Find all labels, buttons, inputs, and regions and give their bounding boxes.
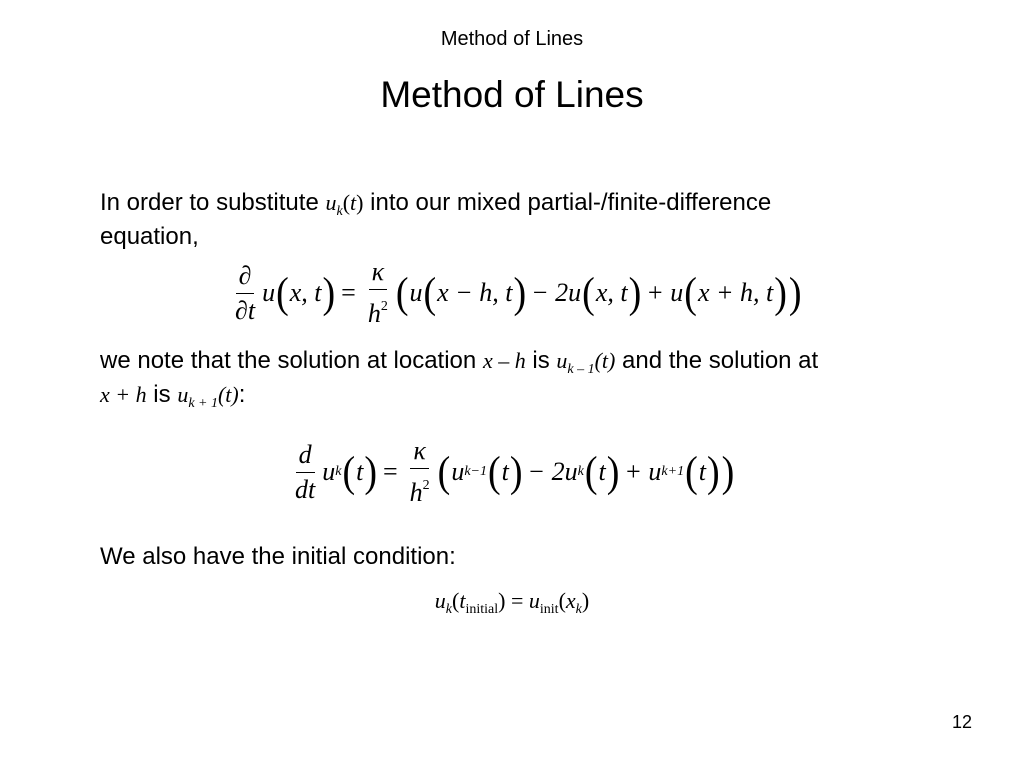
paragraph-intro xyxy=(100,186,771,220)
math-x-minus-h: x – h xyxy=(482,348,526,373)
page-number: 12 xyxy=(951,712,972,732)
d-dt-fraction: $\frac{d}{dt}$ xyxy=(295,439,316,504)
equation-initial-condition: $u_k(t_{initial}) = u_{init}(x_k)$ xyxy=(434,588,590,617)
paragraph-intro-line2: equation, xyxy=(100,223,199,250)
equation-pde: $\frac{\partial}{\partial t}$ u ( x, t ) = $\frac{\kappa}{h^2}$ ( u ( x − h, t ) − 2u ( x, t ) + u ( x + h, t ) ) xyxy=(228,254,803,332)
math-uk-t: $u_k(t)$ xyxy=(325,190,364,219)
intro-text: In order to substitute xyxy=(100,189,319,216)
math-uk-plus-1: $u_{k + 1}(t)$ xyxy=(177,382,239,411)
paragraph-note: we note that the solution at location x – h is $u_{k - 1}(t)$ and the solution at xyxy=(100,347,819,377)
slide-title: Method of Lines xyxy=(380,74,644,115)
math-x-plus-h: x + h xyxy=(100,382,147,407)
intro-text-continued: into our mixed partial-/finite-difference xyxy=(370,189,772,216)
partial-derivative-fraction: $\frac{\partial}{\partial t}$ xyxy=(235,260,256,325)
paragraph-note-line2: x + h is $u_{k + 1}(t)$: xyxy=(100,381,246,411)
kappa-over-h2-fraction: $\frac{\kappa}{h^2}$ xyxy=(367,257,388,328)
slide-header: Method of Lines xyxy=(440,28,584,50)
kappa-over-h2-fraction-2: $\frac{\kappa}{h^2}$ xyxy=(409,436,430,507)
math-uk-minus-1: $u_{k - 1}(t)$ xyxy=(556,348,616,377)
paragraph-initial: We also have the initial condition: xyxy=(100,543,456,570)
equation-ode: $\frac{d}{dt}$ u k ( t ) = $\frac{\kappa}{h^2}$ ( u k−1 ( t ) − 2u k ( t ) + u k+1 ( t ) ) xyxy=(288,432,735,512)
